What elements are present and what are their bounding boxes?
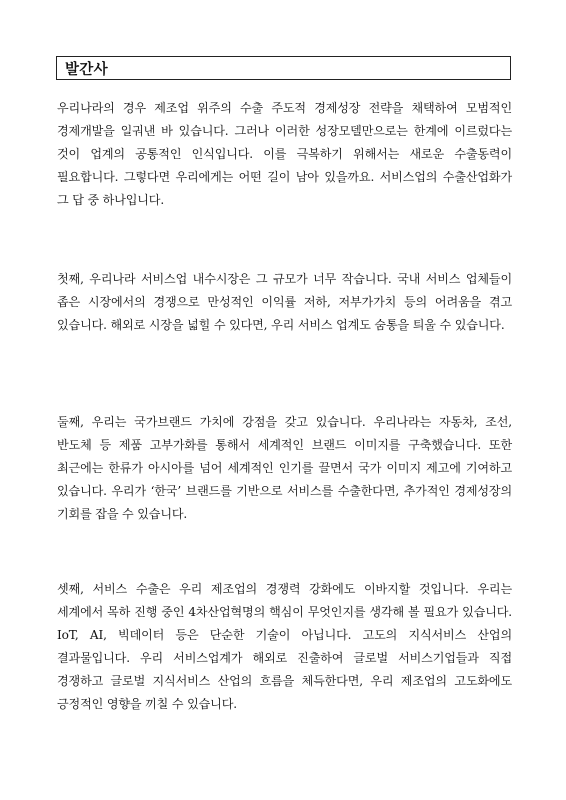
page-title: 발간사 [65, 61, 108, 78]
paragraph-first: 첫째, 우리나라 서비스업 내수시장은 그 규모가 너무 작습니다. 국내 서비스 업체들이 좁은 시장에서의 경쟁으로 만성적인 이익률 저하, 저부가가치 등의 어려움을 겪고 있습니다. 해외로 시장을 넓힐 수 있다면, 우리 서비스 업계도 숨통을 틔울 수 있습니다. [57, 272, 512, 332]
paragraph-intro: 우리나라의 경우 제조업 위주의 수출 주도적 경제성장 전략을 채택하여 모범적인 경제개발을 일궈낸 바 있습니다. 그러나 이러한 성장모델만으로는 한계에 이르렀다는 것이 업계의 공통적인 인식입니다. 이를 극복하기 위해서는 새로운 수출동력이 필요합니다. 그렇다면 우리에게는 어떤 길이 남아 있을까요. 서비스업의 수출산업화가 그 답 중 하나입니다. [57, 101, 512, 207]
paragraph-second: 둘째, 우리는 국가브랜드 가치에 강점을 갖고 있습니다. 우리나라는 자동차, 조선, 반도체 등 제품 고부가화를 통해서 세계적인 브랜드 이미지를 구축했습니다. 또한 최근에는 한류가 아시아를 넘어 세계적인 인기를 끌면서 국가 이미지 제고에 기여하고 있습니다. 우리가 ‘한국’ 브랜드를 기반으로 서비스를 수출한다면, 추가적인 경제성장의 기회를 잡을 수 있습니다. [57, 415, 512, 521]
section-title-box [56, 56, 511, 80]
paragraph-third: 셋째, 서비스 수출은 우리 제조업의 경쟁력 강화에도 이바지할 것입니다. 우리는 세계에서 목하 진행 중인 4차산업혁명의 핵심이 무엇인지를 생각해 볼 필요가 있습니다. IoT, AI, 빅데이터 등은 단순한 기술이 아닙니다. 고도의 지식서비스 산업의 결과물입니다. 우리 서비스업계가 해외로 진출하여 글로벌 서비스기업들과 직접 경쟁하고 글로벌 지식서비스 산업의 흐름을 체득한다면, 우리 제조업의 고도화에도 긍정적인 영향을 끼칠 수 있습니다. [57, 582, 512, 711]
